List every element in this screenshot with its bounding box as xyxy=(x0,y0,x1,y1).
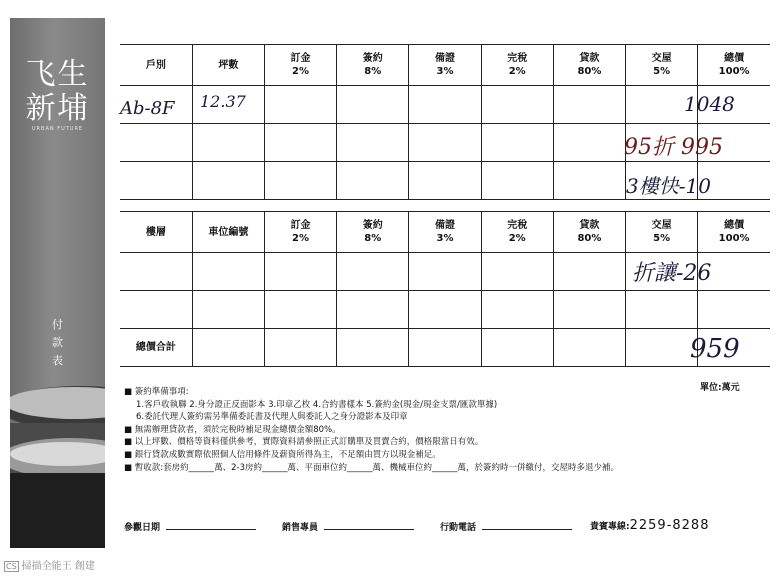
brand-logo: 飞生 新埔 xyxy=(25,57,90,126)
hdr-sign: 簽約 8% xyxy=(337,212,409,253)
hdr-total: 總價 100% xyxy=(698,212,770,253)
sales-field[interactable]: 銷售專員 xyxy=(282,520,414,533)
hw-parking-discount: 折讓-26 xyxy=(632,261,712,286)
hw-unit-no: Ab-8F xyxy=(120,98,175,119)
hdr-tax: 完稅 2% xyxy=(481,45,553,86)
hotline: 貴賓專線:2259-8288 xyxy=(590,518,710,533)
note-prep-title: ■ 簽約準備事項: xyxy=(124,387,189,397)
brand-sidebar xyxy=(10,18,105,548)
hdr-loan: 貸款 80% xyxy=(553,45,625,86)
hw-total-price: 1048 xyxy=(684,92,735,116)
note-prep-item6: 6.委託代理人簽約需另準備委託書及代理人與委託人之身分證影本及印章 xyxy=(136,412,408,423)
parking-table xyxy=(120,211,770,367)
hdr-deposit: 訂金 2% xyxy=(264,45,336,86)
table-row xyxy=(120,291,770,329)
stone-graphic xyxy=(10,348,105,548)
unit-label: 單位:萬元 xyxy=(700,383,740,393)
note-4: ■ 銀行貸款成數實際依照個人信用條件及薪資所得為主，不足額由買方以現金補足。 xyxy=(124,449,441,460)
hdr-floor: 樓層 xyxy=(120,212,192,253)
hdr-area: 坪數 xyxy=(192,45,264,86)
side-title: 付 款 表 xyxy=(52,318,63,367)
mobile-field[interactable]: 行動電話 xyxy=(440,520,572,533)
total-label: 總價合計 xyxy=(120,329,192,367)
notes-section xyxy=(124,386,764,474)
hdr-handover: 交屋 5% xyxy=(626,212,698,253)
hdr-parking-no: 車位編號 xyxy=(192,212,264,253)
hdr-docs: 備證 3% xyxy=(409,212,481,253)
hdr-deposit: 訂金 2% xyxy=(264,212,336,253)
hdr-unit: 戶別 xyxy=(120,45,192,86)
brand-tagline: URBAN FUTURE xyxy=(31,126,84,132)
hdr-sign: 簽約 8% xyxy=(337,45,409,86)
note-3: ■ 以上坪數、價格等資料僅供參考，實際資料請參照正式訂購單及買賣合約，價格限當日有效。 xyxy=(124,437,484,448)
scan-watermark: CS 掃描全能王 創建 xyxy=(6,561,95,572)
hdr-docs: 備證 3% xyxy=(409,45,481,86)
hdr-loan: 貸款 80% xyxy=(553,212,625,253)
total-row xyxy=(120,329,770,367)
visit-date-field[interactable]: 參觀日期 xyxy=(124,520,256,533)
hdr-handover: 交屋 5% xyxy=(626,45,698,86)
note-5: ■ 暫收款:套房約______萬、2-3房約______萬、平面車位約______萬、機械車位約______萬，於簽約時一併繳付，交屋時多退少補。 xyxy=(124,462,619,473)
note-2: ■ 無需辦理貸款者，須於完稅時補足現金總價金額80%。 xyxy=(124,424,341,435)
cs-icon: CS xyxy=(6,562,17,571)
hw-final-total: 959 xyxy=(690,334,740,364)
hdr-tax: 完稅 2% xyxy=(481,212,553,253)
hw-discount: 95折 995 xyxy=(624,135,723,160)
hw-deduction: 3樓快-10 xyxy=(626,174,711,198)
note-prep-items: 1.客戶收執聯 2.身分證正反面影本 3.印章乙枚 4.合約書樣本 5.簽約金(現金/現金支票/匯款單據) xyxy=(136,399,498,410)
hdr-total: 總價 100% xyxy=(698,45,770,86)
hw-area: 12.37 xyxy=(200,92,246,111)
